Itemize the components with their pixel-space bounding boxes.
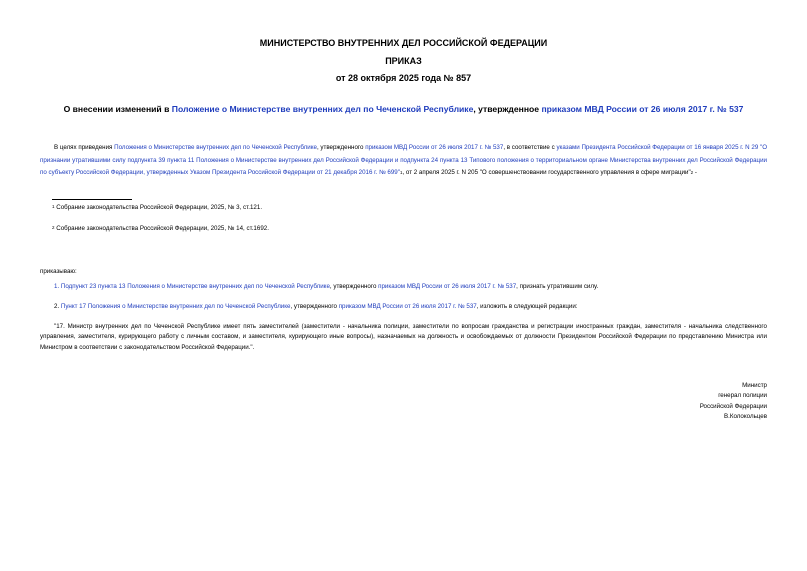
signature-block xyxy=(700,381,767,422)
preamble-paragraph xyxy=(40,142,767,180)
item1-link-order[interactable]: приказом МВД России от 26 июля 2017 г. № 537 xyxy=(378,283,517,290)
footnote-1-mark: 1 xyxy=(52,204,55,209)
preamble-link-order[interactable]: приказом МВД России от 26 июля 2017 г. № 537 xyxy=(365,144,504,151)
item2-link[interactable]: Пункт 17 Положения о Министерстве внутренних дел по Чеченской Республике xyxy=(60,303,291,310)
item2-text: , утвержденного xyxy=(290,303,339,310)
footnote-1 xyxy=(52,204,262,211)
document-type: ПРИКАЗ xyxy=(385,56,422,66)
footnote-1-text: Собрание законодательства Российской Федерации, 2025, № 3, ст.121. xyxy=(54,204,263,211)
subject-link-order[interactable]: приказом МВД России от 26 июля 2017 г. № 537 xyxy=(541,104,744,114)
footnote-2-mark: 2 xyxy=(52,225,55,230)
item1-text: , утвержденного xyxy=(329,283,379,290)
footnote-ref-1[interactable]: 1 xyxy=(399,170,403,176)
order-item-1 xyxy=(40,281,767,294)
item2-number: 2. xyxy=(54,303,61,310)
signature-name: В.Колокольцев xyxy=(724,412,767,420)
preamble-text: , утвержденного xyxy=(316,144,366,151)
ministry-title: МИНИСТЕРСТВО ВНУТРЕННИХ ДЕЛ РОССИЙСКОЙ ФЕДЕРАЦИИ xyxy=(259,38,548,48)
item2-link-order[interactable]: приказом МВД России от 26 июля 2017 г. № 537 xyxy=(338,303,477,310)
footnote-ref-2[interactable]: 2 xyxy=(690,170,694,176)
document-subject xyxy=(40,104,767,114)
preamble-text: , в соответствие с xyxy=(503,144,557,151)
signature-position: Министр xyxy=(742,382,767,389)
signature-country: Российской Федерации xyxy=(699,402,767,410)
subject-link-regulation[interactable]: Положение о Министерстве внутренних дел по Чеченской Республике xyxy=(171,104,474,114)
preamble-text: В целях приведения xyxy=(54,144,115,151)
order-item-2 xyxy=(40,301,767,314)
preamble-link-regulation[interactable]: Положения о Министерстве внутренних дел по Чеченской Республике xyxy=(114,144,317,151)
footnote-divider xyxy=(52,199,132,200)
preamble-text: , от 2 апреля 2025 г. N 205 "О совершенствовании государственного управления в сфере миграции" xyxy=(402,169,691,177)
order-quote-paragraph: "17. Министр внутренних дел по Чеченской Республике имеет пять заместителей (заместители - начальника полиции, заместители по вопросам гражданства и регистрации иностранных граждан, заместителя - начальника следственного управления, заместителя, курирующего работу с личным составом, и заместителя, курирующего иные вопросы), назначаемых на должность и освобождаемых от должности Президентом Российской Федерации по представлению Министра или Министром в соответствии с законодательством Российской Федерации.". xyxy=(40,323,767,351)
footnote-2-text: Собрание законодательства Российской Федерации, 2025, № 14, ст.1692. xyxy=(54,225,269,232)
subject-mid: , утвержденное xyxy=(473,104,542,114)
item2-text: , изложить в следующей редакции: xyxy=(476,303,578,310)
preamble-text: - xyxy=(693,169,697,177)
preamble-link-decrees[interactable]: указами Президента Российской Федерации от 16 января 2025 г. N 29 "О признании утратившими силу подпункта 39 пункта 11 Положения о Министерстве внутренних дел Российской Федерации и подпункта 24 пункта 13 Типового положения о территориальном органе Министерства внутренних дел Российской Федерации по субъекту Российской Федерации, утвержденных Указом Президента Российской Федерации от 21 декабря 2016 г. № 699" xyxy=(40,144,768,177)
order-prikazyvayu: приказываю: xyxy=(40,268,77,275)
item1-link[interactable]: 1. Подпункт 23 пункта 13 Положения о Министерстве внутренних дел по Чеченской Республике xyxy=(54,283,330,290)
signature-rank: генерал полиции xyxy=(718,392,767,400)
document-date-number: от 28 октября 2025 года № 857 xyxy=(335,73,472,83)
subject-prefix: О внесении изменений в xyxy=(63,104,172,114)
item1-text: , признать утратившим силу. xyxy=(516,283,599,290)
footnote-2 xyxy=(52,225,269,232)
